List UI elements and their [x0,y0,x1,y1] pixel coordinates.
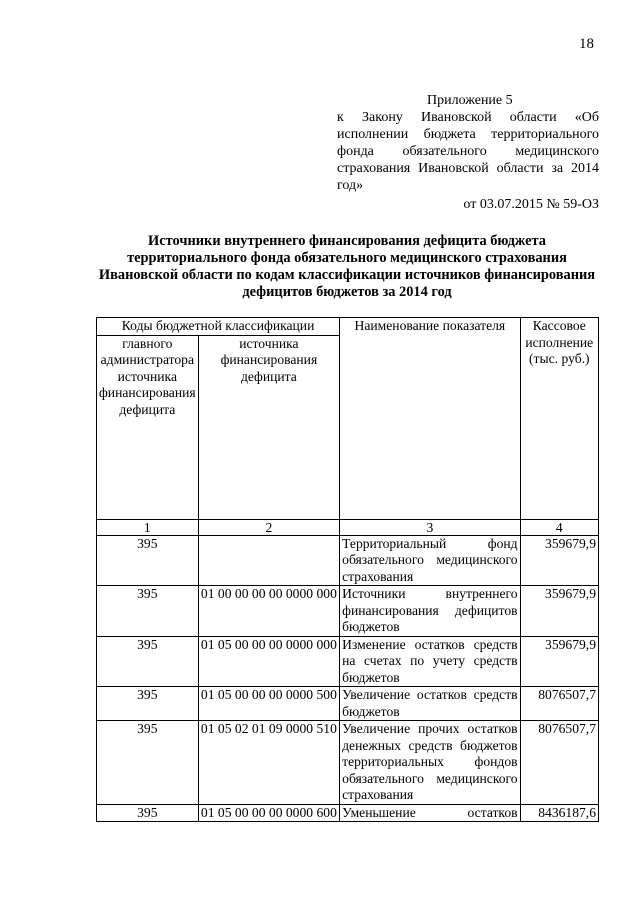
amount: 359679,9 [520,636,598,687]
document-title: Источники внутреннего финансирования дефицита бюджета территориального фонда обязательного медицинского страхования Ивановской области по кодам классификации источников финансирования дефицитов бюджетов за 2014 год [98,233,596,300]
indicator-name: Увеличение остатков средств бюджетов [340,687,520,721]
source-code [198,535,340,586]
indicator-name: Изменение остатков средств на счетах по учету средств бюджетов [340,636,520,687]
header-source: источника финансирования дефицита [198,335,340,519]
amount: 8076507,7 [520,687,598,721]
table-row [97,721,599,805]
annex-date: от 03.07.2015 № 59-ОЗ [463,197,599,212]
header-name: Наименование показателя [340,318,520,520]
admin-code: 395 [97,636,199,687]
column-number: 1 [97,519,199,535]
amount: 359679,9 [520,586,598,637]
admin-code: 395 [97,535,199,586]
annex-block [337,92,599,194]
indicator-name: Источники внутреннего финансирования дефицитов бюджетов [340,586,520,637]
table-row [97,687,599,721]
annex-title: Приложение 5 [427,93,513,108]
table-row [97,804,599,822]
admin-code: 395 [97,721,199,805]
table-row [97,535,599,586]
header-admin: главного администратора источника финансирования дефицита [97,335,199,519]
admin-code: 395 [97,586,199,637]
header-codes: Коды бюджетной классификации [97,318,340,336]
source-code: 01 05 02 01 09 0000 510 [198,721,340,805]
admin-code: 395 [97,804,199,822]
annex-text: к Закону Ивановской области «Об исполнении бюджета территориального фонда обязательного медицинского страхования Ивановской области за 2014 год» [337,110,599,193]
sources-table [96,317,599,822]
amount: 359679,9 [520,535,598,586]
amount: 8076507,7 [520,721,598,805]
column-number: 4 [520,519,598,535]
indicator-name: Уменьшение остатков [340,804,520,822]
source-code: 01 00 00 00 00 0000 000 [198,586,340,637]
table-row [97,636,599,687]
source-code: 01 05 00 00 00 0000 600 [198,804,340,822]
table-row [97,586,599,637]
column-number: 3 [340,519,520,535]
source-code: 01 05 00 00 00 0000 000 [198,636,340,687]
indicator-name: Территориальный фонд обязательного медицинского страхования [340,535,520,586]
source-code: 01 05 00 00 00 0000 500 [198,687,340,721]
page-number: 18 [579,36,594,52]
indicator-name: Увеличение прочих остатков денежных средств бюджетов территориальных фондов обязательного медицинского страхования [340,721,520,805]
admin-code: 395 [97,687,199,721]
amount: 8436187,6 [520,804,598,822]
column-number: 2 [198,519,340,535]
header-amount: Кассовое исполнение (тыс. руб.) [520,318,598,520]
